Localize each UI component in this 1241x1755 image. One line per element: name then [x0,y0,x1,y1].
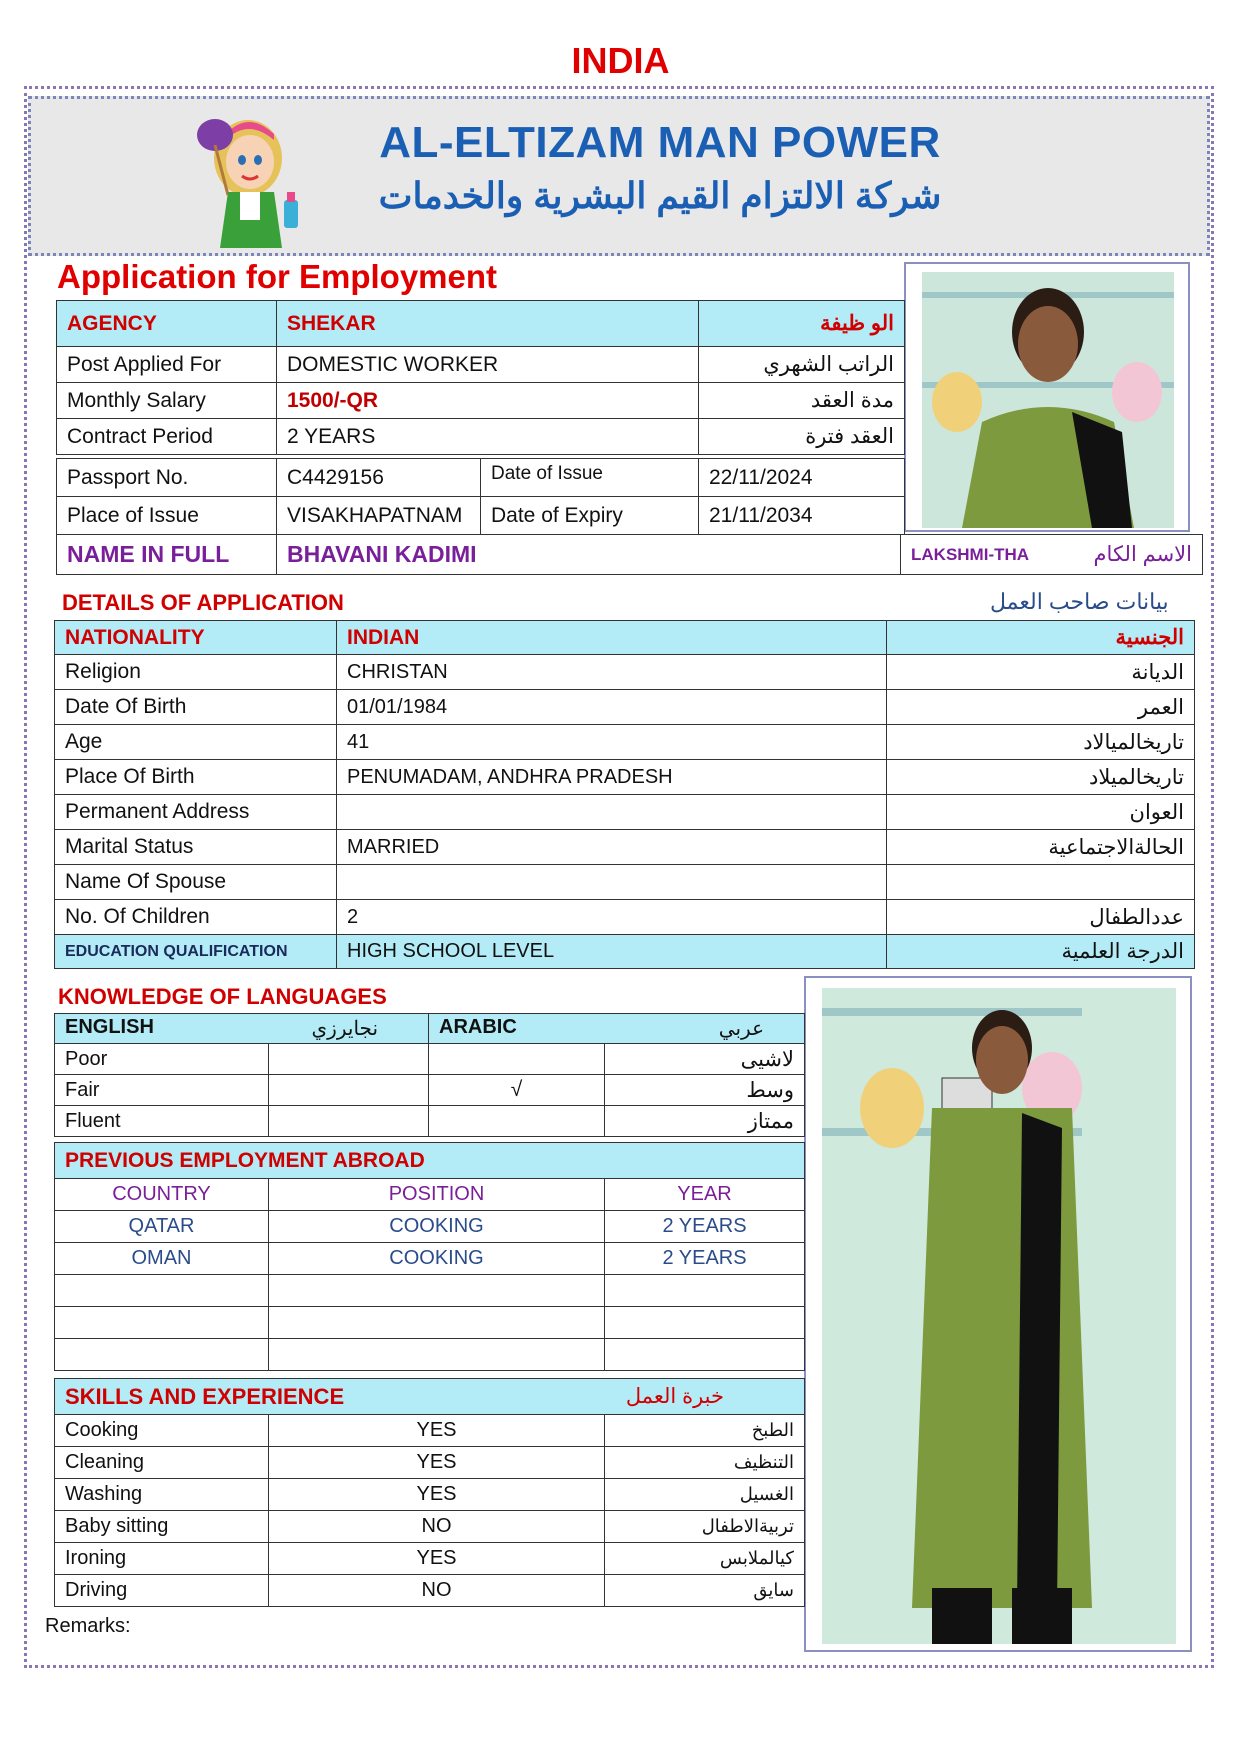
table-row [57,347,905,383]
skill-value: YES [269,1447,605,1479]
skill-label: Cleaning [55,1447,269,1479]
education-label: EDUCATION QUALIFICATION [55,935,337,969]
arabic-level [429,1106,605,1137]
passport-label: Passport No. [57,459,277,497]
row-arabic: عددالطفال [887,900,1195,935]
position-cell [269,1339,605,1371]
english-level [269,1044,429,1075]
col-header-year: YEAR [605,1179,805,1211]
skill-value: NO [269,1511,605,1543]
skill-value: YES [269,1543,605,1575]
place-issue-value: VISAKHAPATNAM [277,497,481,535]
maid-logo [190,100,310,250]
name-extra: LAKSHMI-THA [911,545,1030,564]
skill-arabic: سايق [605,1575,805,1607]
table-row [55,1543,805,1575]
row-arabic: لاشيى [605,1044,805,1075]
position-cell [269,1307,605,1339]
details-table [54,620,1195,969]
name-arabic: الاسم الكام [1093,543,1192,566]
row-arabic: مدة العقد [699,383,905,419]
skill-arabic: تربيةالاطفال [605,1511,805,1543]
previous-header-row [55,1179,805,1211]
skill-value: YES [269,1415,605,1447]
position-cell [269,1275,605,1307]
country-cell: OMAN [55,1243,269,1275]
row-label: Contract Period [57,419,277,455]
row-value: 2 [337,900,887,935]
languages-header-row [55,1014,805,1044]
place-issue-label: Place of Issue [57,497,277,535]
education-row [55,935,1195,969]
arabic-level [429,1044,605,1075]
agency-arabic: الو ظيفة [699,301,905,347]
position-cell: COOKING [269,1243,605,1275]
country-heading: INDIA [571,40,670,81]
company-name-arabic: شركة الالتزام القيم البشرية والخدمات [378,175,942,216]
row-label: Permanent Address [55,795,337,830]
passport-table [56,458,905,535]
row-arabic: تاريخالميلاد [887,760,1195,795]
table-row [55,900,1195,935]
skills-title: SKILLS AND EXPERIENCE [65,1383,345,1409]
skills-title-cell [55,1379,805,1415]
row-arabic: العقد فترة [699,419,905,455]
application-title: Application for Employment [57,258,498,295]
country-cell [55,1339,269,1371]
skills-table [54,1378,805,1607]
issue-date-label: Date of Issue [481,459,699,497]
name-table [56,534,1203,575]
skill-arabic: الغسيل [605,1479,805,1511]
table-row [55,690,1195,725]
position-cell: COOKING [269,1211,605,1243]
skill-label: Ironing [55,1543,269,1575]
row-value [337,865,887,900]
expiry-value: 21/11/2034 [699,497,905,535]
row-label: Place Of Birth [55,760,337,795]
full-length-image [822,988,1176,1644]
row-value: MARRIED [337,830,887,865]
table-row [55,1211,805,1243]
table-row [55,1275,805,1307]
applicant-photo-full [804,976,1192,1652]
skill-arabic: الطبخ [605,1415,805,1447]
table-row [55,655,1195,690]
table-row [55,1307,805,1339]
row-label: Religion [55,655,337,690]
table-row [55,725,1195,760]
row-arabic: العمر [887,690,1195,725]
table-row [55,1243,805,1275]
row-arabic: العوان [887,795,1195,830]
country-cell [55,1275,269,1307]
row-value: 01/01/1984 [337,690,887,725]
arabic-label: ARABIC [439,1016,517,1038]
year-cell: 2 YEARS [605,1243,805,1275]
row-value: 41 [337,725,887,760]
row-label: Name Of Spouse [55,865,337,900]
row-label: Post Applied For [57,347,277,383]
country-cell: QATAR [55,1211,269,1243]
row-arabic: ممتاز [605,1106,805,1137]
details-title-arabic: بيانات صاحب العمل [990,589,1169,614]
english-level [269,1075,429,1106]
table-row [55,830,1195,865]
row-arabic: وسط [605,1075,805,1106]
row-arabic [887,865,1195,900]
name-label: NAME IN FULL [57,535,277,575]
skill-arabic: التنظيف [605,1447,805,1479]
table-row [57,419,905,455]
table-row [55,1447,805,1479]
details-title: DETAILS OF APPLICATION [62,590,344,615]
table-row [55,1511,805,1543]
table-row [55,865,1195,900]
skill-arabic: كيالملابس [605,1543,805,1575]
skill-label: Cooking [55,1415,269,1447]
nationality-label: NATIONALITY [55,621,337,655]
year-cell [605,1339,805,1371]
name-value: BHAVANI KADIMI [277,535,901,575]
row-label: Fair [55,1075,269,1106]
agency-label: AGENCY [57,301,277,347]
row-value: 2 YEARS [277,419,699,455]
table-row [57,497,905,535]
education-value: HIGH SCHOOL LEVEL [337,935,887,969]
row-label: No. Of Children [55,900,337,935]
row-label: Fluent [55,1106,269,1137]
nationality-value: INDIAN [337,621,887,655]
row-arabic: الراتب الشهري [699,347,905,383]
table-row [55,1044,805,1075]
table-row [57,459,905,497]
row-arabic: تاريخالميالاد [887,725,1195,760]
previous-title-row [55,1143,805,1179]
table-row [55,1575,805,1607]
row-label: Monthly Salary [57,383,277,419]
languages-title: KNOWLEDGE OF LANGUAGES [58,984,387,1009]
row-value: PENUMADAM, ANDHRA PRADESH [337,760,887,795]
expiry-label: Date of Expiry [481,497,699,535]
row-value [337,795,887,830]
skills-title-arabic: خبرة العمل [625,1384,724,1408]
row-label: Poor [55,1044,269,1075]
portrait-image [922,272,1174,528]
year-cell: 2 YEARS [605,1211,805,1243]
table-row [57,383,905,419]
english-level [269,1106,429,1137]
skill-value: NO [269,1575,605,1607]
previous-employment-table [54,1142,805,1371]
table-row [55,1106,805,1137]
row-arabic: الحالةالاجتماعية [887,830,1195,865]
arabic-level: √ [429,1075,605,1106]
skill-label: Driving [55,1575,269,1607]
name-row [57,535,1203,575]
table-row [55,1415,805,1447]
nationality-row [55,621,1195,655]
agency-value: SHEKAR [277,301,699,347]
english-label: ENGLISH [65,1016,154,1038]
nationality-arabic: الجنسية [887,621,1195,655]
year-cell [605,1275,805,1307]
english-arabic: نجايرزي [311,1018,379,1040]
country-cell [55,1307,269,1339]
arabic-arabic: عربي [718,1018,765,1040]
languages-table [54,1013,805,1137]
table-row [55,760,1195,795]
education-arabic: الدرجة العلمية [887,935,1195,969]
year-cell [605,1307,805,1339]
skill-label: Baby sitting [55,1511,269,1543]
applicant-photo-portrait [904,262,1190,532]
row-value: CHRISTAN [337,655,887,690]
previous-title: PREVIOUS EMPLOYMENT ABROAD [55,1143,805,1179]
col-header-country: COUNTRY [55,1179,269,1211]
arabic-header [429,1014,805,1044]
table-row [55,1075,805,1106]
row-arabic: الديانة [887,655,1195,690]
skill-value: YES [269,1479,605,1511]
issue-date-value: 22/11/2024 [699,459,905,497]
row-label: Marital Status [55,830,337,865]
skill-label: Washing [55,1479,269,1511]
agency-info-table [56,300,905,455]
row-label: Age [55,725,337,760]
row-value: DOMESTIC WORKER [277,347,699,383]
table-row [55,795,1195,830]
agency-row [57,301,905,347]
name-extra-cell [901,535,1203,575]
col-header-position: POSITION [269,1179,605,1211]
passport-value: C4429156 [277,459,481,497]
table-row [55,1339,805,1371]
row-label: Date Of Birth [55,690,337,725]
remarks-label: Remarks: [45,1615,131,1637]
table-row [55,1479,805,1511]
english-header [55,1014,429,1044]
skills-title-row [55,1379,805,1415]
row-value: 1500/-QR [277,383,699,419]
company-name-english: AL-ELTIZAM MAN POWER [379,118,941,167]
